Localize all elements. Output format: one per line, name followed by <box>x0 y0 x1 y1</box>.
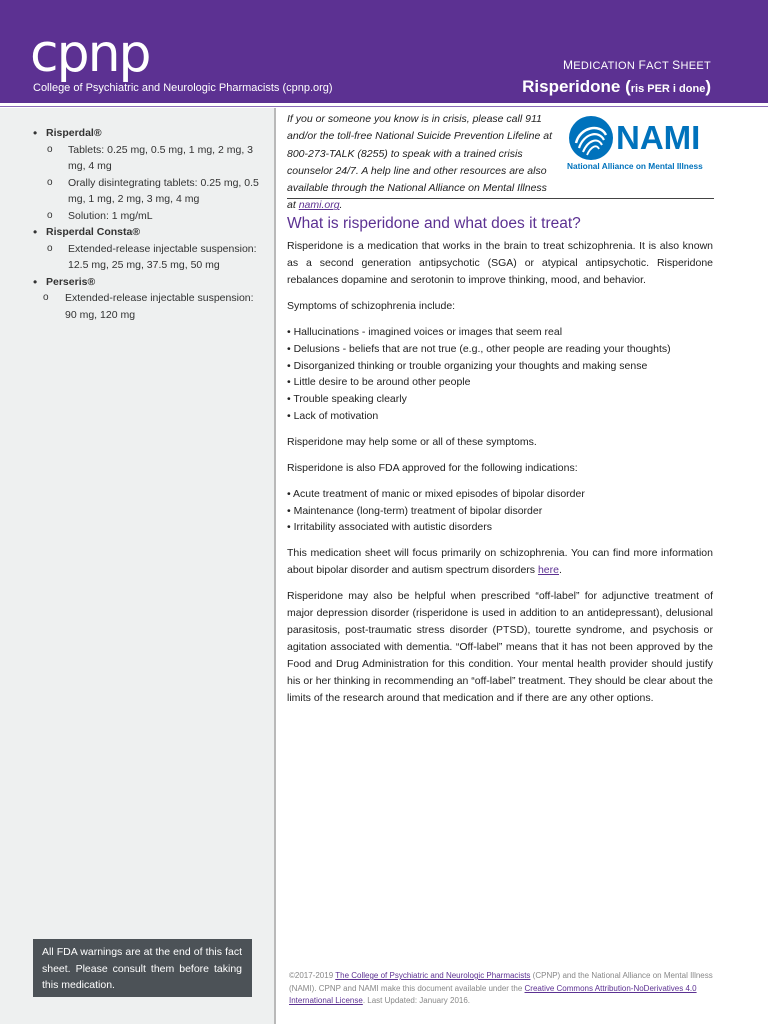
list-item: • Disorganized thinking or trouble organizing your thoughts and making sense <box>287 359 648 372</box>
sub-bullet-icon: o <box>47 242 53 254</box>
off-label-paragraph: Risperidone may also be helpful when prescribed “off-label” for adjunctive treatment of major depression disorder (risperidone is used in addition to an antidepressant), delusional parasitosis, post-traumatic stress disorder (PTSD), tourette syndrome, and psychosis or agitation associated with dementia. “Off-label” means that it has not been approved by the Food and Drug Administration for this condition. Your mental health provider should justify his or her thinking in recommending an “off-label” treatment. They should be clear about the limits of the research around that medication and if there are any other options. <box>287 590 713 705</box>
nami-logo <box>566 113 716 173</box>
dosage-form-text: Tablets: 0.25 mg, 0.5 mg, 1 mg, 2 mg, 3 mg, 4 mg <box>68 143 254 172</box>
brand-list <box>33 125 268 323</box>
section-heading: What is risperidone and what does it treat? <box>287 215 581 232</box>
dosage-form-item <box>33 142 268 175</box>
dosage-form-item <box>33 241 268 274</box>
org-line: College of Psychiatric and Neurologic Pharmacists (cpnp.org) <box>33 82 333 94</box>
list-item: • Little desire to be around other people <box>287 376 471 389</box>
header-divider-line <box>0 106 768 107</box>
sub-bullet-icon: o <box>47 209 53 221</box>
fda-warning-box: All FDA warnings are at the end of this fact sheet. Please consult them before taking this medication. <box>33 939 252 997</box>
dosage-form-text: Solution: 1 mg/mL <box>68 209 153 222</box>
drug-title: Risperidone (ris PER i done) <box>522 77 711 96</box>
brand-name: Perseris® <box>46 275 96 288</box>
list-item: • Lack of motivation <box>287 409 379 422</box>
dosage-form-item <box>33 175 268 208</box>
sub-bullet-icon: o <box>47 143 53 155</box>
nami-swirl-icon <box>569 116 613 160</box>
license-link[interactable]: Creative Commons Attribution-NoDerivatives 4.0 International License <box>289 983 697 1005</box>
intro-paragraph: Risperidone is a medication that works in the brain to treat schizophrenia. It is also known as a second generation antipsychotic (SGA) or atypical antipsychotic. Risperidone rebalances dopamine and serotonin to improve thinking, mood, and behavior. <box>287 240 713 286</box>
cpnp-logo <box>30 27 170 83</box>
footer-copyright: ©2017-2019 The College of Psychiatric and Neurologic Pharmacists (CPNP) and the National Alliance on Mental Illness (NAMI). CPNP and NAMI make this document available under the Creative Commons Attribution-NoDerivatives 4.0 International License. Last Updated: January 2016. <box>289 971 713 1005</box>
dosage-form-text: Extended-release injectable suspension: 12.5 mg, 25 mg, 37.5 mg, 50 mg <box>68 242 257 271</box>
list-item: • Trouble speaking clearly <box>287 393 407 406</box>
may-help-paragraph: Risperidone may help some or all of these symptoms. <box>287 435 537 448</box>
list-item: • Hallucinations - imagined voices or images that seem real <box>287 326 563 338</box>
brand-name: Risperdal® <box>46 127 102 139</box>
symptoms-list <box>287 324 713 425</box>
focus-paragraph: This medication sheet will focus primarily on schizophrenia. You can find more information about bipolar disorder and autism spectrum disorders here. <box>287 547 713 577</box>
pronunciation: ris PER i done <box>630 83 706 95</box>
here-link[interactable]: here <box>537 564 559 577</box>
indications-intro: Risperidone is also FDA approved for the following indications: <box>287 461 578 474</box>
nami-link[interactable]: nami.org <box>298 199 340 212</box>
nami-tagline: National Alliance on Mental Illness <box>567 161 703 171</box>
nami-wordmark: NAMI <box>616 119 701 156</box>
crisis-notice: If you or someone you know is in crisis, please call 911 and/or the toll-free National Suicide Prevention Lifeline at 800-273-TALK (8255) to speak with a trained crisis counselor 24/7. A help line and other resources are also available through the National Alliance on Mental Illness at nami.org. <box>287 113 552 212</box>
brand-item <box>33 274 268 291</box>
sub-bullet-icon: o <box>43 292 49 303</box>
list-item: • Maintenance (long-term) treatment of bipolar disorder <box>287 504 543 517</box>
dosage-form-item <box>33 290 268 323</box>
document-type: MEDICATION FACT SHEET <box>563 58 711 72</box>
list-item: • Irritability associated with autistic disorders <box>287 521 493 534</box>
main-content <box>287 214 713 716</box>
drug-name: Risperidone <box>522 77 621 96</box>
brand-item <box>33 224 268 241</box>
logo-text: cpnp <box>30 27 150 83</box>
brand-name: Risperdal Consta® <box>46 226 141 238</box>
dosage-form-text: Extended-release injectable suspension: 90 mg, 120 mg <box>65 292 254 321</box>
section-divider <box>287 198 714 199</box>
list-item: • Delusions - beliefs that are not true (e.g., other people are reading your thoughts) <box>287 342 671 355</box>
sub-bullet-icon: o <box>47 176 53 188</box>
list-item: • Acute treatment of manic or mixed episodes of bipolar disorder <box>287 487 585 500</box>
cpnp-org-link[interactable]: The College of Psychiatric and Neurologic Pharmacists <box>335 971 531 980</box>
dosage-form-text: Orally disintegrating tablets: 0.25 mg, 0.5 mg, 1 mg, 2 mg, 3 mg, 4 mg <box>68 176 259 205</box>
brand-item <box>33 125 268 142</box>
symptoms-intro: Symptoms of schizophrenia include: <box>287 300 456 312</box>
indications-list <box>287 486 713 536</box>
page-header <box>0 0 768 103</box>
dosage-form-item <box>33 208 268 225</box>
